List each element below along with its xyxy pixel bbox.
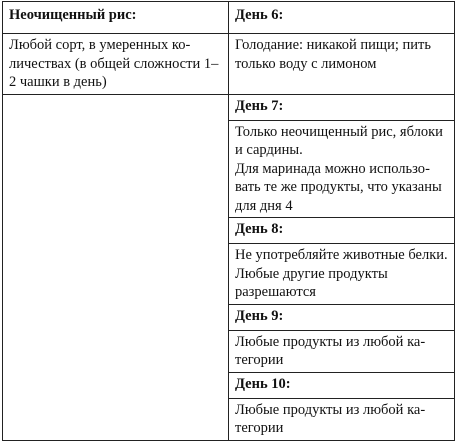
table-row: [3, 94, 455, 120]
day-10-text: [229, 398, 455, 440]
day-7-header: День 7:: [229, 94, 455, 120]
day-10-line: Любые продукты из любой категории: [235, 401, 426, 436]
day-7-line-1: Только неочищенный рис, яблоки и сардины.: [235, 123, 443, 158]
brown-rice-description: Любой сорт, в умеренных количествах (в общей сложности 1–2 чашки в день): [3, 34, 229, 95]
brown-rice-header: Неочищенный рис:: [3, 2, 229, 34]
table-row: [3, 2, 455, 34]
day-6-line: Голодание: никакой пищи; пить только воду с лимоном: [235, 37, 431, 72]
left-empty-cell: [3, 94, 229, 440]
day-7-line-2: Для маринада можно использовать те же продукты, что указаны для дня 4: [235, 160, 442, 214]
day-6-text: [229, 34, 455, 95]
day-10-header: День 10:: [229, 372, 455, 398]
day-8-header: День 8:: [229, 218, 455, 244]
day-8-text: [229, 244, 455, 305]
day-7-text: [229, 120, 455, 218]
diet-table-page: [2, 1, 454, 436]
day-8-line: Не употребляйте животные белки. Любые другие продукты разрешаются: [235, 247, 448, 300]
diet-table: [2, 1, 455, 441]
day-6-header: День 6:: [229, 2, 455, 34]
day-9-text: [229, 330, 455, 372]
table-row: [3, 34, 455, 95]
day-9-line: Любые продукты из любой категории: [235, 333, 426, 368]
day-9-header: День 9:: [229, 304, 455, 330]
